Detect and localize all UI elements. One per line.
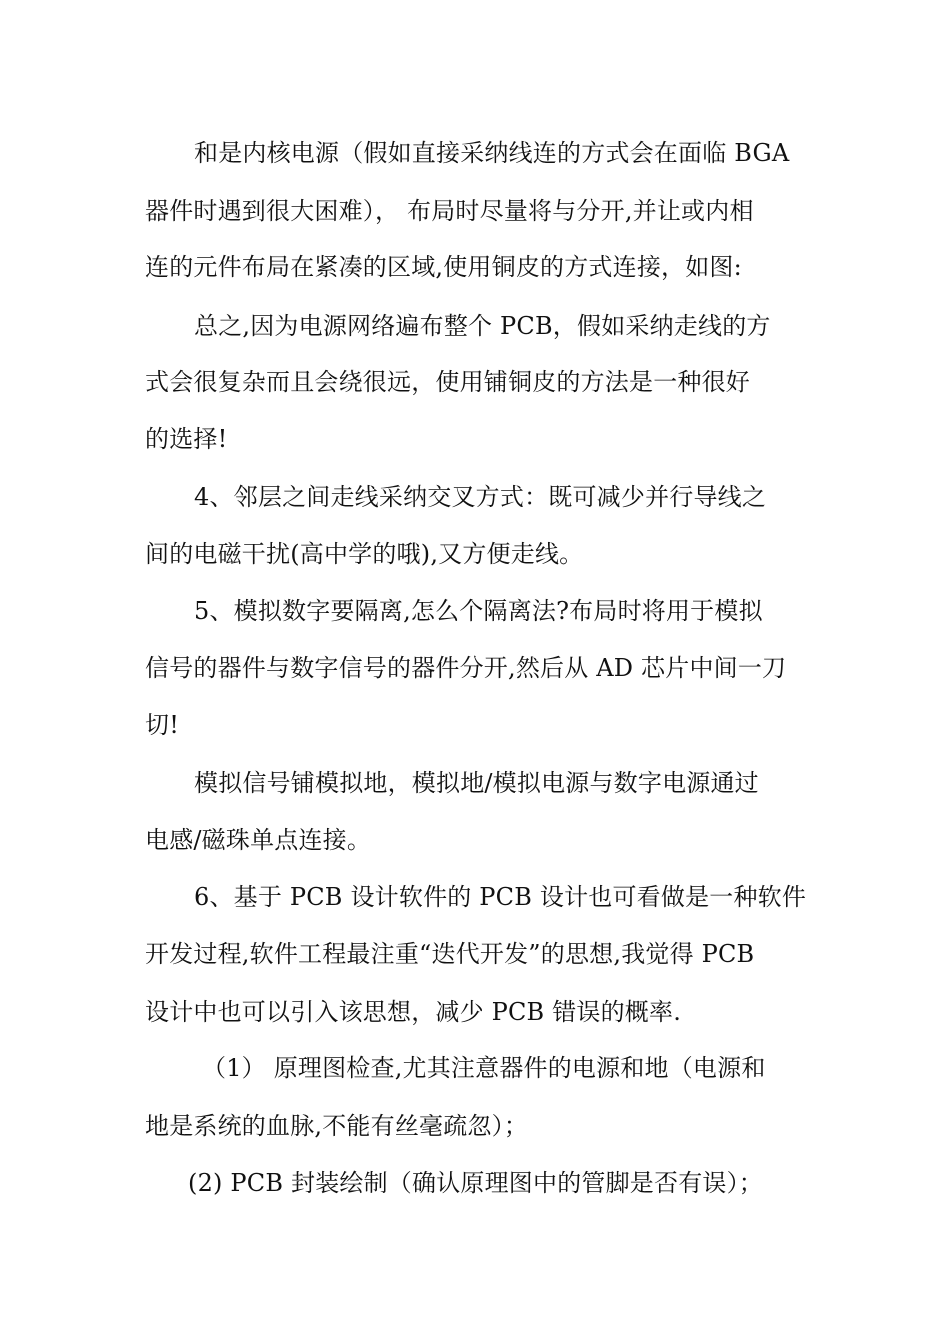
- text-line: 信号的器件与数字信号的器件分开,然后从 AD 芯片中间一刀: [145, 654, 787, 682]
- text-line: 间的电磁干扰(高中学的哦),又方便走线。: [145, 540, 584, 568]
- text-line: 6、基于 PCB 设计软件的 PCB 设计也可看做是一种软件: [194, 883, 807, 911]
- text-line: （1） 原理图检查,尤其注意器件的电源和地（电源和: [202, 1054, 766, 1082]
- text-line: 地是系统的血脉,不能有丝毫疏忽）；: [145, 1112, 529, 1140]
- text-line: 连的元件布局在紧凑的区域,使用铜皮的方式连接，如图:: [145, 253, 742, 281]
- text-line: 电感/磁珠单点连接。: [145, 826, 372, 854]
- text-line: 4、邻层之间走线采纳交叉方式：既可减少并行导线之: [194, 483, 767, 511]
- text-line: 式会很复杂而且会绕很远，使用铺铜皮的方法是一种很好: [145, 368, 750, 396]
- text-line: 和是内核电源（假如直接采纳线连的方式会在面临 BGA: [194, 139, 790, 167]
- text-line: 的选择!: [145, 425, 228, 453]
- text-line: 开发过程,软件工程最注重“迭代开发”的思想,我觉得 PCB: [145, 940, 755, 968]
- text-line: 5、模拟数字要隔离,怎么个隔离法?布局时将用于模拟: [194, 597, 763, 625]
- text-line: 切!: [145, 711, 180, 739]
- text-line: 总之,因为电源网络遍布整个 PCB，假如采纳走线的方: [194, 312, 771, 340]
- text-line: 设计中也可以引入该思想，减少 PCB 错误的概率.: [145, 998, 682, 1026]
- text-line: 模拟信号铺模拟地，模拟地/模拟电源与数字电源通过: [194, 769, 759, 797]
- text-line: (2) PCB 封装绘制（确认原理图中的管脚是否有误）；: [188, 1169, 764, 1197]
- text-line: 器件时遇到很大困难）， 布局时尽量将与分开,并让或内相: [145, 197, 754, 225]
